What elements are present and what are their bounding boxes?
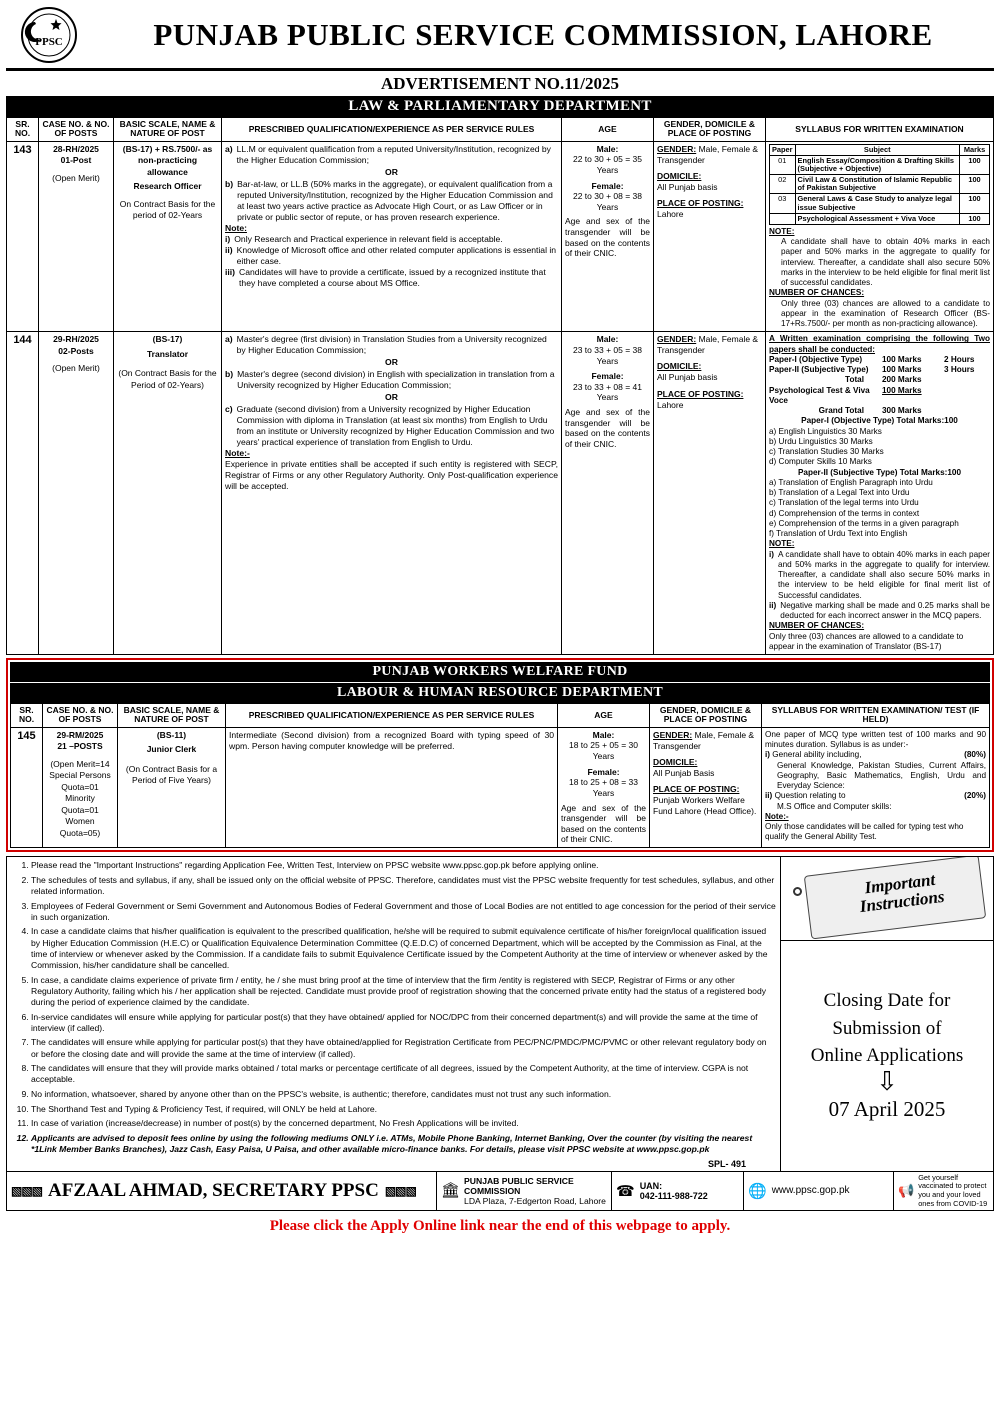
row-syllabus — [766, 141, 994, 332]
paper2-item: b) Translation of a Legal Text into Urdu — [769, 488, 910, 498]
important-tag-label: Important Instructions — [858, 869, 946, 916]
syl-item-i-text: General Knowledge, Pakistan Studies, Current Affairs, Geography, Basic Mathematics, English, Urdu and Everyday Science: — [777, 760, 986, 790]
paper2-item: f) Translation of Urdu Text into English — [769, 529, 908, 539]
syllabus-note-label: NOTE: — [769, 226, 795, 236]
row-gender: GENDER: Male, Female & Transgender DOMICILE: All Punjab Basis PLACE OF POSTING: Punjab Workers Welfare Fund Lahore (Head Office). — [650, 727, 762, 847]
right-column — [781, 857, 993, 1171]
list-item: 2. The schedules of tests and syllabus, if any, shall be issued only on the official website of PPSC. Therefore, candidates must vist the PPSC website frequently for test schedules, syllabus, and other related information. — [31, 875, 776, 897]
table-row — [7, 141, 994, 332]
posting-value: Lahore — [657, 399, 684, 410]
col-sr: SR. NO. — [7, 118, 39, 142]
col-basic: BASIC SCALE, NAME & NATURE OF POST — [118, 704, 226, 728]
list-item: 6. In-service candidates will ensure while applying for particular post(s) that they have obtained/ applied for NOC/DPC from their concerned department(s) and will provide the same at the time of interview (if called). — [31, 1012, 776, 1034]
address-text: LDA Plaza, 7-Edgerton Road, Lahore — [464, 1196, 606, 1207]
syl-marks: 100 — [960, 213, 990, 224]
syl-paper: 02 — [770, 175, 796, 194]
total-marks: 200 Marks — [882, 375, 922, 385]
syl-subject: Psychological Assessment + Viva Voce — [795, 213, 959, 224]
covid-text: Get yourself vaccinated to protect you and your loved ones from COVID-19 — [918, 1172, 988, 1208]
posts-table-2 — [10, 703, 990, 848]
psych-label: Psychological Test & Viva Voce — [769, 385, 870, 405]
syl-item-ii: Question relating to — [774, 791, 846, 801]
col-syllabus: SYLLABUS FOR WRITTEN EXAMINATION — [766, 118, 994, 142]
paper2-head: Paper-II (Subjective Type) Total Marks:100 — [797, 467, 962, 477]
col-age: AGE — [558, 704, 650, 728]
row-gender: GENDER: Male, Female & Transgender DOMICILE: All Punjab basis PLACE OF POSTING: Lahore — [654, 141, 766, 332]
psych-marks: 100 Marks — [882, 385, 922, 395]
posting-value: Punjab Workers Welfare Fund Lahore (Head Office). — [653, 794, 757, 817]
row-syllabus: A Written examination comprising the following Two papers shall be conducted: Paper-I (Objective Type) 100 Marks 2 Hours Paper-II (Subjective Type) 100 Marks 3 Hours Total 200 Marks Psychological Test & Viva Voce 100 Marks Grand Total 300 Marks Paper-I (Objective Type) Total Marks:100 a) English Linguistics 30 Marks b) Urdu Linguistics 30 Marks c) Translation Studies 30 Marks d) Computer Skills 10 Marks Paper-II (Subjective Type) Total Marks:100 a) Translation of English Paragraph into Urdu b) Translation of a Legal Text into Urdu c) Translation of the legal terms into Urdu d) Comprehension of the terms in context e) Comprehension of the terms in a given paragraph f) Translation of Urdu Text into English NOTE: i) A candidate shall have to obtain 40% marks in each paper and 50% marks in the aggregate to qualify for interview. Thereafter, a candidate shall also secure 50% marks in the interview to be held eligible for final merit list of Successful candidates. ii) Negative marking shall be made and 0.25 marks shall be deducted for each incorrect answer in the MCQ papers. NUMBER OF CHANCES: Only three (03) chances are allowed to a candidate to appear in the examination of Translator (BS-17) — [766, 332, 994, 655]
paper2-item: a) Translation of English Paragraph into Urdu — [769, 477, 933, 487]
table-header-row — [7, 118, 994, 142]
syl-item-i: General ability including, — [772, 750, 862, 760]
col-case: CASE NO. & NO. OF POSTS — [39, 118, 114, 142]
syl-col-marks: Marks — [960, 144, 990, 155]
col-case: CASE NO. & NO. OF POSTS — [43, 704, 118, 728]
case-number: 29-RM/2025 — [56, 729, 104, 740]
syl-marks: 100 — [960, 194, 990, 213]
age-male: 18 to 25 + 05 = 30 Years — [568, 740, 638, 761]
apply-online-note: Please click the Apply Online link near the end of this webpage to apply. — [269, 1218, 731, 1235]
col-age: AGE — [562, 118, 654, 142]
post-name: Junior Clerk — [146, 744, 197, 755]
website-block[interactable] — [744, 1172, 894, 1210]
age-female: 23 to 33 + 08 = 41 Years — [572, 381, 642, 403]
instructions-list — [11, 860, 776, 1155]
chances-label: NUMBER OF CHANCES: — [769, 621, 865, 631]
row-age: Male: 18 to 25 + 05 = 30 Years Female: 18 to 25 + 08 = 33 Years Age and sex of the transgender will be based on the contents of their CNIC. — [558, 727, 650, 847]
advertisement-number: ADVERTISEMENT NO.11/2025 — [380, 74, 620, 93]
syl-item-ii-text: M.S Office and Computer skills: — [777, 801, 892, 811]
closing-date-box — [781, 941, 993, 1171]
age-male: 23 to 33 + 05 = 38 Years — [572, 344, 642, 366]
grand-label: Grand Total — [818, 406, 864, 416]
instructions-list-container — [7, 857, 781, 1171]
gender-value: Male, Female & Transgender — [653, 729, 755, 751]
paper2-item: c) Translation of the legal terms into Urdu — [769, 498, 919, 508]
syl-paper: 01 — [770, 155, 796, 174]
post-scale: (BS-17) + RS.7500/- as non-practicing allowance — [122, 143, 213, 177]
note-i: Only Research and Practical experience in relevant field is acceptable. — [234, 233, 503, 244]
syllabus-note-label: NOTE: — [769, 539, 795, 549]
list-item: 11. In case of variation (increase/decrease) in number of post(s) by the concerned department, No Fresh Applications will be invited. — [31, 1118, 776, 1129]
list-item: 4. In case a candidate claims that his/her qualification is equivalent to the prescribed qualification, he/she will be required to submit equivalence certificate of his/her foreign/local qualification issued by Higher Education Commission (H.E.C) or Qualification Equivalence Determination Committee (Q.E.D.C) of concerned Department, which will be accepted by the Commission as Final, at the time of interview or whenever asked by the Commission. If a candidate fails to submit Equivalence Certificate issued by the Competent Authority at the time of interview or whenever asked by the Commission, his/her candidature shall be cancelled. — [31, 926, 776, 971]
post-count: 21 –POSTS — [57, 741, 103, 752]
col-syllabus: SYLLABUS FOR WRITTEN EXAMINATION/ TEST (IF HELD) — [762, 704, 990, 728]
telephone-icon: ☎ — [616, 1182, 635, 1200]
list-item: 5. In case, a candidate claims experience of private firm / entity, he / she must bring proof at the time of interview that the firm /entity is registered with SECP, Registrar of Firms or any other Regulatory Authority, failing which his / her application shall be rejected. Candidate must provide proof of registration showing that the concerned private entity had the status of a registered body during the period of experience claimed by the candidate. — [31, 975, 776, 1009]
covid-notice — [894, 1172, 993, 1210]
syl-item-i-pct: (80%) — [964, 750, 986, 760]
age-male: 22 to 30 + 05 = 35 Years — [572, 154, 642, 175]
chances-text: Only three (03) chances are allowed to a candidate to appear in the examination of Research Officer (BS-17+Rs.7500/- per month as non-practicing allowance). — [781, 298, 990, 329]
closing-line-3: Online Applications — [810, 1045, 964, 1067]
post-scale: (BS-17) — [152, 334, 183, 345]
syllabus-note-label: Note:- — [765, 811, 789, 821]
table-row — [11, 727, 990, 847]
address-block — [437, 1172, 612, 1210]
pwwf-section — [6, 658, 994, 852]
qual-note: Experience in private entities shall be accepted if such entity is registered with SECP, Registrar of Firms or any other Regulatory Authority. Only Post-qualification experience will be accepted. — [225, 459, 558, 492]
row-age: Male: 22 to 30 + 05 = 35 Years Female: 22 to 30 + 08 = 38 Years Age and sex of the transgender will be based on the contents of their CNIC. — [562, 141, 654, 332]
contract-terms: (On Contract Basis for the Period of 02-Years) — [118, 368, 217, 390]
row-sr-no: 143 — [7, 141, 39, 332]
age-note: Age and sex of the transgender will be based on the contents of their CNIC. — [565, 407, 650, 449]
total-label: Total — [845, 375, 864, 385]
syl-marks: 100 — [960, 175, 990, 194]
domicile-value: All Punjab basis — [657, 181, 718, 192]
row-basic-scale — [118, 727, 226, 847]
paper2-marks: 100 Marks — [882, 365, 922, 375]
paper1-head: Paper-I (Objective Type) Total Marks:100 — [801, 416, 958, 426]
list-item: 8. The candidates will ensure that they will provide marks obtained / total marks or percentage certificate of all degrees, issued by the Competent Authority, at the time of interview. CGPA is not acceptable. — [31, 1063, 776, 1085]
domicile-value: All Punjab Basis — [653, 767, 715, 778]
note-iii: Candidates will have to provide a certificate, issued by a recognized institute that they have completed a course about MS Office. — [239, 266, 546, 288]
row-case-no — [39, 332, 114, 655]
page-header — [6, 4, 994, 71]
syllabus-note: Only those candidates will be called for typing test who qualify the General Ability Test. — [765, 822, 964, 842]
secretary-block — [7, 1172, 437, 1210]
closing-date: 07 April 2025 — [828, 1097, 946, 1122]
merit-type: (Open Merit=14 Special Persons Quota=01 Minority Quota=01 Women Quota=05) — [49, 758, 111, 838]
syl-col-subject: Subject — [795, 144, 959, 155]
col-qualification: PRESCRIBED QUALIFICATION/EXPERIENCE AS PER SERVICE RULES — [226, 704, 558, 728]
megaphone-icon: 📢 — [898, 1182, 915, 1198]
age-note: Age and sex of the transgender will be based on the contents of their CNIC. — [561, 802, 646, 845]
paper2-item: d) Comprehension of the terms in context — [769, 508, 920, 518]
or-separator: OR — [385, 166, 398, 177]
address-title: PUNJAB PUBLIC SERVICE COMMISSION — [464, 1175, 574, 1196]
row-age: Male: 23 to 33 + 05 = 38 Years Female: 23 to 33 + 08 = 41 Years Age and sex of the transgender will be based on the contents of their CNIC. — [562, 332, 654, 655]
paper2-time: 3 Hours — [944, 365, 975, 375]
uan-label: UAN: — [639, 1180, 663, 1191]
decorative-pattern-icon: ▧▧▧ — [384, 1183, 416, 1198]
merit-type: (Open Merit) — [52, 172, 100, 183]
closing-line-2: Submission of — [832, 1017, 942, 1039]
row-qualification: a) Master's degree (first division) in Translation Studies from a University recognized by Higher Education Commission; OR b) Master's degree (second division) in English with specialization in translation from a University recognized by Higher Education Commission; OR c) Graduate (second division) from a University recognized by Higher Education Commission with diploma in Translation (at least six months) from English to Urdu from an institute or University recognized by Higher Education Commission and two years' practical experience of translation from English to Urdu. Note:- Experience in private entities shall be accepted if such entity is registered with SECP, Registrar of Firms or any other Regulatory Authority. Only Post-qualification experience will be accepted. — [222, 332, 562, 655]
post-count: 01-Post — [60, 155, 92, 166]
down-arrow-icon: ⇩ — [876, 1066, 898, 1096]
syl-note-ii: Negative marking shall be made and 0.25 marks shall be deducted for each incorrect answer in the MCQ papers. — [780, 600, 990, 621]
tag-hole-icon — [793, 887, 802, 896]
note-label: Note: — [225, 222, 247, 233]
age-female: 22 to 30 + 08 = 38 Years — [572, 191, 642, 212]
col-basic: BASIC SCALE, NAME & NATURE OF POST — [114, 118, 222, 142]
table-row — [7, 332, 994, 655]
uan-number: 042-111-988-722 — [639, 1190, 708, 1201]
col-gender: GENDER, DOMICILE & PLACE OF POSTING — [654, 118, 766, 142]
post-name: Research Officer — [133, 181, 202, 192]
paper1-item: d) Computer Skills 10 Marks — [769, 457, 872, 467]
list-item: 10. The Shorthand Test and Typing & Proficiency Test, if required, will ONLY be held at Lahore. — [31, 1104, 776, 1115]
col-qualification: PRESCRIBED QUALIFICATION/EXPERIENCE AS PER SERVICE RULES — [222, 118, 562, 142]
row-sr-no: 145 — [11, 727, 43, 847]
qual-b: Master's degree (second division) in English with specialization in translation from a University recognized by Higher Education Commission; — [237, 369, 555, 391]
domicile-value: All Punjab basis — [657, 372, 718, 383]
secretary-name: AFZAAL AHMAD, SECRETARY PPSC — [48, 1179, 379, 1201]
row-qualification: a) LL.M or equivalent qualification from a reputed University/Institution, recognized by the Higher Education Commission; OR b) Bar-at-law, or LL.B (50% marks in the aggregate), or equivalent qualification from a reputed University/Institution, recognized by the Higher Education Commission and at least two years active practice as Advocate High Court, or as Law Officer or in private or public sector of repute, or has proven research experience. Note: i) Only Research and Practical experience in relevant field is acceptable. ii) Knowledge of Microsoft office and other related computer applications is essential in either case. iii) Candidates will have to provide a certificate, issued by a recognized institute that they have completed a course about MS Office. — [222, 141, 562, 332]
organization-title: PUNJAB PUBLIC SERVICE COMMISSION, LAHORE — [153, 17, 933, 52]
qual-b: Bar-at-law, or LL.B (50% marks in the aggregate), or equivalent qualification from a reputed University/Institution, recognized by the Higher Education Commission and at least two years active practice as Advocate High Court, or as Law Officer or in private or public sector of repute, or has proven research experience. — [237, 178, 553, 222]
spl-code: SPL- 491 — [707, 1158, 746, 1169]
qual-c: Graduate (second division) from a University recognized by Higher Education Commission with diploma in Translation (at least six months) from English to Urdu from an institute or University recognized by Higher Education Commission and two years' practical experience of translation from English to Urdu. — [236, 404, 555, 448]
decorative-pattern-icon: ▧▧▧ — [11, 1183, 43, 1198]
note-ii: Knowledge of Microsoft office and other related computer applications is essential in either case. — [236, 244, 557, 266]
list-item: 7. The candidates will ensure while applying for particular post(s) that they have obtained/applied for Registration Certificate from PEC/PNC/PMDC/PMC/PVMC or other relevant regulatory body on or before the closing date and will provide the same at the time of interview (if called). — [31, 1037, 776, 1059]
gender-value: Male, Female & Transgender — [657, 334, 759, 356]
row-qualification — [226, 727, 558, 847]
important-instructions-tag — [781, 857, 993, 941]
row-basic-scale — [114, 332, 222, 655]
row-gender: GENDER: Male, Female & Transgender DOMICILE: All Punjab basis PLACE OF POSTING: Lahore — [654, 332, 766, 655]
case-number: 29-RH/2025 — [53, 334, 99, 345]
posting-value: Lahore — [657, 208, 684, 219]
age-female: 18 to 25 + 08 = 33 Years — [568, 777, 638, 798]
syl-subject: English Essay/Composition & Drafting Skills (Subjective + Objective) — [795, 155, 959, 174]
chances-label: NUMBER OF CHANCES: — [769, 288, 865, 298]
pwwf-banner-1: PUNJAB WORKERS WELFARE FUND — [10, 662, 990, 682]
chances-text: Only three (03) chances are allowed to a candidate to appear in the examination of Translator (BS-17) — [769, 631, 964, 651]
uan-block — [612, 1172, 744, 1210]
syl-subject: General Laws & Case Study to analyze legal issue Subjective — [795, 194, 959, 213]
ppsc-logo-icon — [6, 4, 92, 66]
paper1-item: c) Translation Studies 30 Marks — [769, 447, 884, 457]
list-item: 12. Applicants are advised to deposit fees online by using the following mediums ONLY i.e. ATMs, Mobile Phone Banking, Internet Banking, Over the counter (by visiting the nearest *1Link Member Banks Branches), Jazz Cash, Easy Paisa, U Paisa, and other available micro-finance banks. For details, please visit PPSC website at www.ppsc.gop.pk — [31, 1133, 776, 1155]
contract-terms: On Contract Basis for the period of 02-Years — [119, 198, 216, 221]
qual-text: Intermediate (Second division) from a recognized Board with typing speed of 30 wpm. Person having computer knowledge will be preferred. — [229, 729, 554, 751]
syl-subject: Civil Law & Constitution of Islamic Republic of Pakistan Subjective — [795, 175, 959, 194]
syllabus-paper-table — [769, 144, 990, 225]
syl-paper — [770, 213, 796, 224]
or-separator: OR — [385, 392, 398, 403]
syllabus-note: A candidate shall have to obtain 40% marks in each paper and 50% marks in the aggregate to qualify for interview. Thereafter, a candidate shall also secure 50% marks in the interview to be held eligible for final merit list of successful candidates. — [781, 237, 990, 288]
row-case-no — [43, 727, 118, 847]
svg-text:PPSC: PPSC — [35, 36, 63, 48]
syl-note-i: A candidate shall have to obtain 40% marks in each paper and 50% marks in the aggregate to qualify for interview. Thereafter, a candidate shall also secure 50% marks in the interview to be held eligible for final merit list of Successful candidates. — [778, 549, 990, 600]
syl-marks: 100 — [960, 155, 990, 174]
website-url[interactable]: www.ppsc.gop.pk — [771, 1185, 850, 1197]
page-footer — [6, 1172, 994, 1211]
post-name: Translator — [146, 348, 189, 359]
gender-value: Male, Female & Transgender — [657, 143, 759, 165]
row-sr-no: 144 — [7, 332, 39, 655]
qual-a: LL.M or equivalent qualification from a reputed University/Institution, recognized by the Higher Education Commission; — [236, 143, 551, 165]
department-banner-1: LAW & PARLIAMENTARY DEPARTMENT — [6, 96, 994, 117]
age-note: Age and sex of the transgender will be based on the contents of their CNIC. — [565, 216, 650, 259]
qual-a: Master's degree (first division) in Translation Studies from a University recognized by Higher Education Commission; — [236, 334, 547, 356]
syllabus-intro: One paper of MCQ type written test of 100 marks and 90 minutes duration. Syllabus is as under:- — [765, 729, 986, 749]
col-gender: GENDER, DOMICILE & PLACE OF POSTING — [650, 704, 762, 728]
note-label: Note:- — [225, 448, 250, 459]
syllabus-intro: A Written examination comprising the following Two papers shall be conducted: — [769, 334, 990, 354]
syl-col-paper: Paper — [770, 144, 796, 155]
row-case-no — [39, 141, 114, 332]
list-item: 1. Please read the "Important Instructions" regarding Application Fee, Written Test, Interview on PPSC website www.ppsc.gop.pk before applying online. — [31, 860, 776, 871]
post-count: 02-Posts — [58, 345, 94, 356]
posts-table-1 — [6, 117, 994, 655]
row-syllabus: One paper of MCQ type written test of 100 marks and 90 minutes duration. Syllabus is as under:- i) General ability including, (80%) General Knowledge, Pakistan Studies, Current Affairs, Geography, Basic Mathematics, English, Urdu and Everyday Science: ii) Question relating to (20%) M.S Office and Computer skills: Note:- Only those candidates will be called for typing test who qualify the General Ability Test. — [762, 727, 990, 847]
contract-terms: (On Contract Basis for a Period of Five Years) — [125, 763, 218, 786]
row-basic-scale — [114, 141, 222, 332]
or-separator: OR — [385, 357, 398, 368]
paper2-item: e) Comprehension of the terms in a given paragraph — [769, 518, 959, 528]
list-item: 9. No information, whatsoever, shared by anyone other than on the PPSC's website, is authentic; therefore, candidates must not trust any such information. — [31, 1089, 776, 1100]
post-scale: (BS-11) — [156, 729, 187, 740]
table-header-row — [11, 704, 990, 728]
paper1-item: b) Urdu Linguistics 30 Marks — [769, 436, 873, 446]
list-item: 3. Employees of Federal Government or Semi Government and Autonomous Bodies of Federal Government and those of Local Bodies are not entitled to age concession for the period of their service in such organization. — [31, 901, 776, 923]
globe-icon: 🌐 — [748, 1182, 767, 1200]
merit-type: (Open Merit) — [52, 363, 100, 374]
instructions-section — [6, 856, 994, 1172]
syl-paper: 03 — [770, 194, 796, 213]
building-icon: 🏛 — [441, 1181, 461, 1199]
col-sr: SR. NO. — [11, 704, 43, 728]
closing-line-1: Closing Date for — [823, 990, 951, 1012]
paper1-item: a) English Linguistics 30 Marks — [769, 426, 882, 436]
pwwf-banner-2: LABOUR & HUMAN RESOURCE DEPARTMENT — [10, 682, 990, 703]
paper1-time: 2 Hours — [944, 354, 975, 364]
paper1-marks: 100 Marks — [882, 354, 922, 364]
case-number: 28-RH/2025 — [53, 143, 99, 154]
paper2-name: Paper-II (Subjective Type) — [769, 365, 869, 375]
paper1-name: Paper-I (Objective Type) — [769, 354, 863, 364]
syl-item-ii-pct: (20%) — [964, 791, 986, 801]
grand-marks: 300 Marks — [882, 406, 922, 416]
